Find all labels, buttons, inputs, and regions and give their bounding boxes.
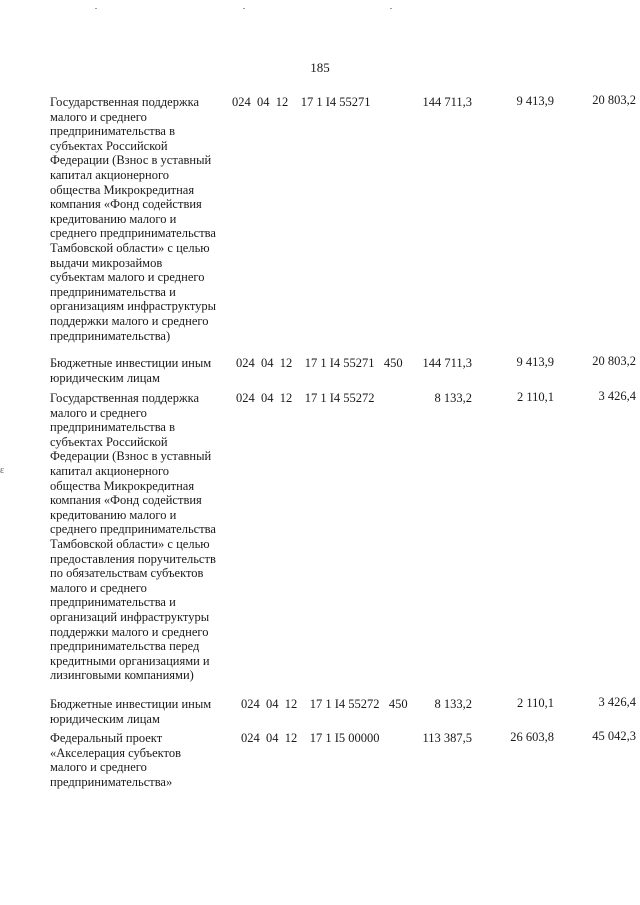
row-value-3: 45 042,3 xyxy=(592,729,636,743)
page-number: 185 xyxy=(310,60,330,75)
scan-artifact xyxy=(390,8,392,9)
row-code: 024 04 12 17 1 I5 00000 xyxy=(241,731,380,745)
row-value-1: 144 711,3 xyxy=(422,95,472,109)
row-value-3: 3 426,4 xyxy=(598,695,636,709)
row-value-2: 9 413,9 xyxy=(516,94,554,108)
row-value-1: 8 133,2 xyxy=(434,391,472,405)
row-value-2: 26 603,8 xyxy=(510,730,554,744)
row-value-1: 113 387,5 xyxy=(422,731,472,745)
row-code: 024 04 12 17 1 I4 55272 xyxy=(236,391,375,405)
row-value-1: 144 711,3 xyxy=(422,356,472,370)
row-code: 024 04 12 17 1 I4 55271 xyxy=(232,95,371,109)
row-code: 024 04 12 17 1 I4 55271 450 xyxy=(236,356,403,370)
row-name: Бюджетные инвестиции иным юридическим лицам xyxy=(50,356,212,385)
scan-artifact xyxy=(95,8,97,9)
row-value-2: 9 413,9 xyxy=(516,355,554,369)
row-value-3: 20 803,2 xyxy=(592,354,636,368)
row-value-3: 3 426,4 xyxy=(598,389,636,403)
row-value-2: 2 110,1 xyxy=(516,390,554,404)
row-value-1: 8 133,2 xyxy=(434,697,472,711)
row-name: Государственная поддержка малого и среднего предпринимательства в субъектах Российской Федерации (Взнос в уставный капитал акционерного общества Микрокредитная компания «Фонд содействия кредитованию малого и среднего предпринимательства Тамбовской области» с целью предоставления поручительств по обязательствам субъектов малого и среднего предпринимательства и организаций инфраструктуры поддержки малого и среднего предпринимательства перед кредитными организациями и лизинговыми компаниями) xyxy=(50,391,216,683)
row-value-2: 2 110,1 xyxy=(516,696,554,710)
row-name: Бюджетные инвестиции иным юридическим лицам xyxy=(50,697,212,726)
row-name: Государственная поддержка малого и среднего предпринимательства в субъектах Российской Федерации (Взнос в уставный капитал акционерного общества Микрокредитная компания «Фонд содействия кредитованию малого и среднего предпринимательства Тамбовской области» с целью выдачи микрозаймов субъектам малого и среднего предпринимательства и организациям инфраструктуры поддержки малого и среднего предпринимательства) xyxy=(50,95,217,343)
scan-artifact xyxy=(243,8,245,9)
row-name: Федеральный проект «Акселерация субъектов малого и среднего предпринимательства» xyxy=(50,731,182,789)
row-value-3: 20 803,2 xyxy=(592,93,636,107)
page-edge-mark: ɛ xyxy=(0,465,5,476)
row-code: 024 04 12 17 1 I4 55272 450 xyxy=(241,697,408,711)
